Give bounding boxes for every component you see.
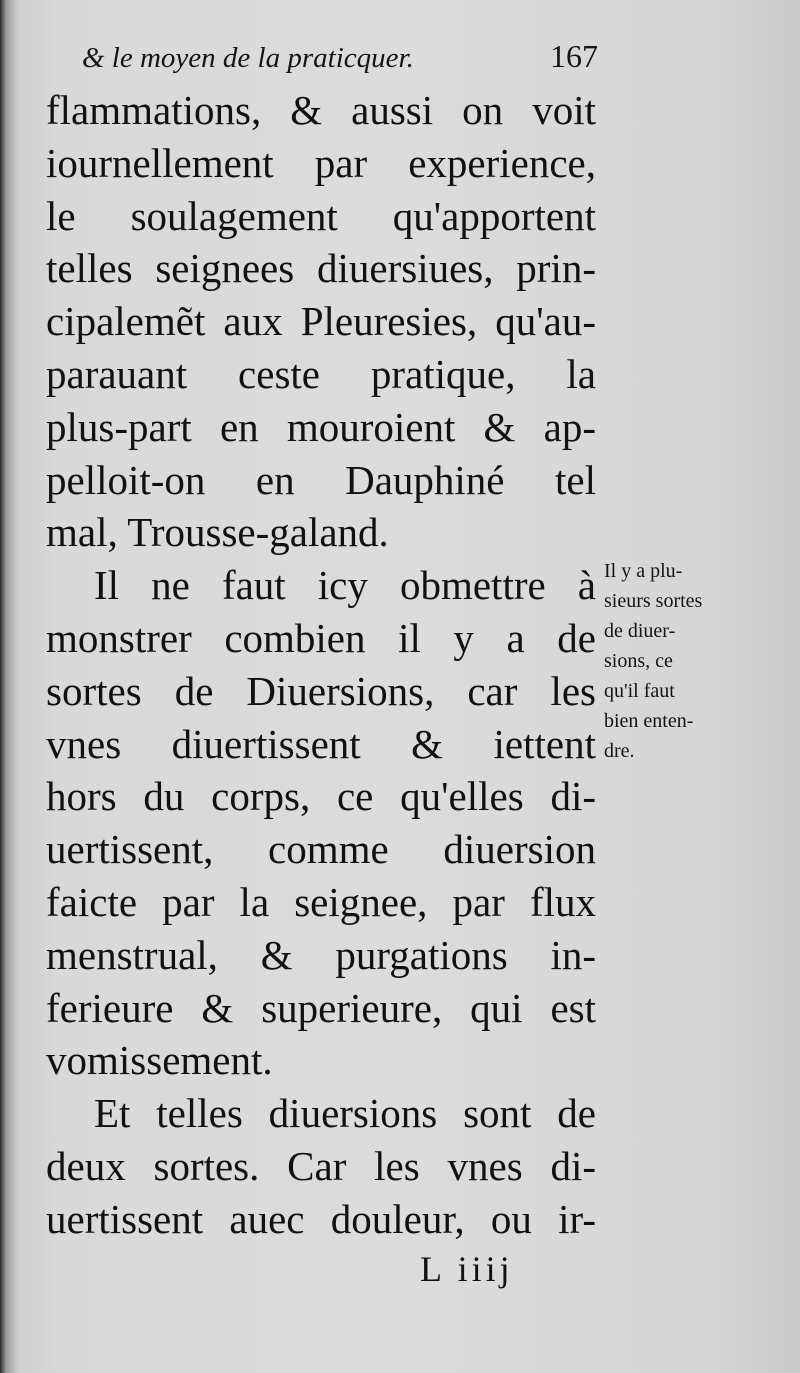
margin-note-line: bien enten- [604,710,694,732]
page-number: 167 [550,38,598,74]
running-title: & le moyen de la praticquer. [82,42,414,74]
text-line: hors du corps, ce qu'elles di- [46,773,596,820]
text-line: telles seignees diuersiues, prin- [46,245,596,292]
text-line: vnes diuertissent & iettent [46,720,596,767]
signature-mark: L iiij [420,1249,514,1289]
margin-note-line: sieurs sortes [604,590,703,612]
text-line: menstrual, & purgations in- [46,931,596,978]
text-line: pelloit-on en Dauphiné tel [46,456,596,503]
text-line: uertissent, comme diuersion [46,826,596,873]
text-line: plus-part en mouroient & ap- [46,403,596,450]
page-header [82,38,598,88]
text-line: iournellement par experience, [46,139,596,186]
margin-note-line: dre. [604,740,635,762]
text-line: faicte par la seignee, par flux [46,878,596,925]
text-line: ferieure & superieure, qui est [46,984,596,1031]
text-line: deux sortes. Car les vnes di- [46,1142,596,1189]
text-line: Il ne faut icy obmettre à [94,562,596,609]
margin-note-line: sions, ce [604,650,673,672]
text-line: uertissent auec douleur, ou ir- [46,1195,596,1242]
body-text [46,84,596,1246]
text-line: cipalemẽt aux Pleuresies, qu'au- [46,298,596,345]
text-line: flammations, & aussi on voit [46,87,596,133]
text-line: Et telles diuersions sont de [94,1090,596,1137]
text-line: mal, Trousse-galand. [46,509,389,556]
text-line: monstrer combien il y a de [46,614,596,661]
text-line: vomissement. [46,1037,273,1084]
margin-note-line: Il y a plu- [604,560,683,582]
text-line: sortes de Diuersions, car les [46,667,596,714]
text-line: le soulagement qu'apportent [46,192,596,239]
text-line: parauant ceste pratique, la [46,350,596,397]
margin-note-line: de diuer- [604,620,676,642]
margin-note-line: qu'il faut [604,680,675,702]
margin-note [604,556,744,766]
